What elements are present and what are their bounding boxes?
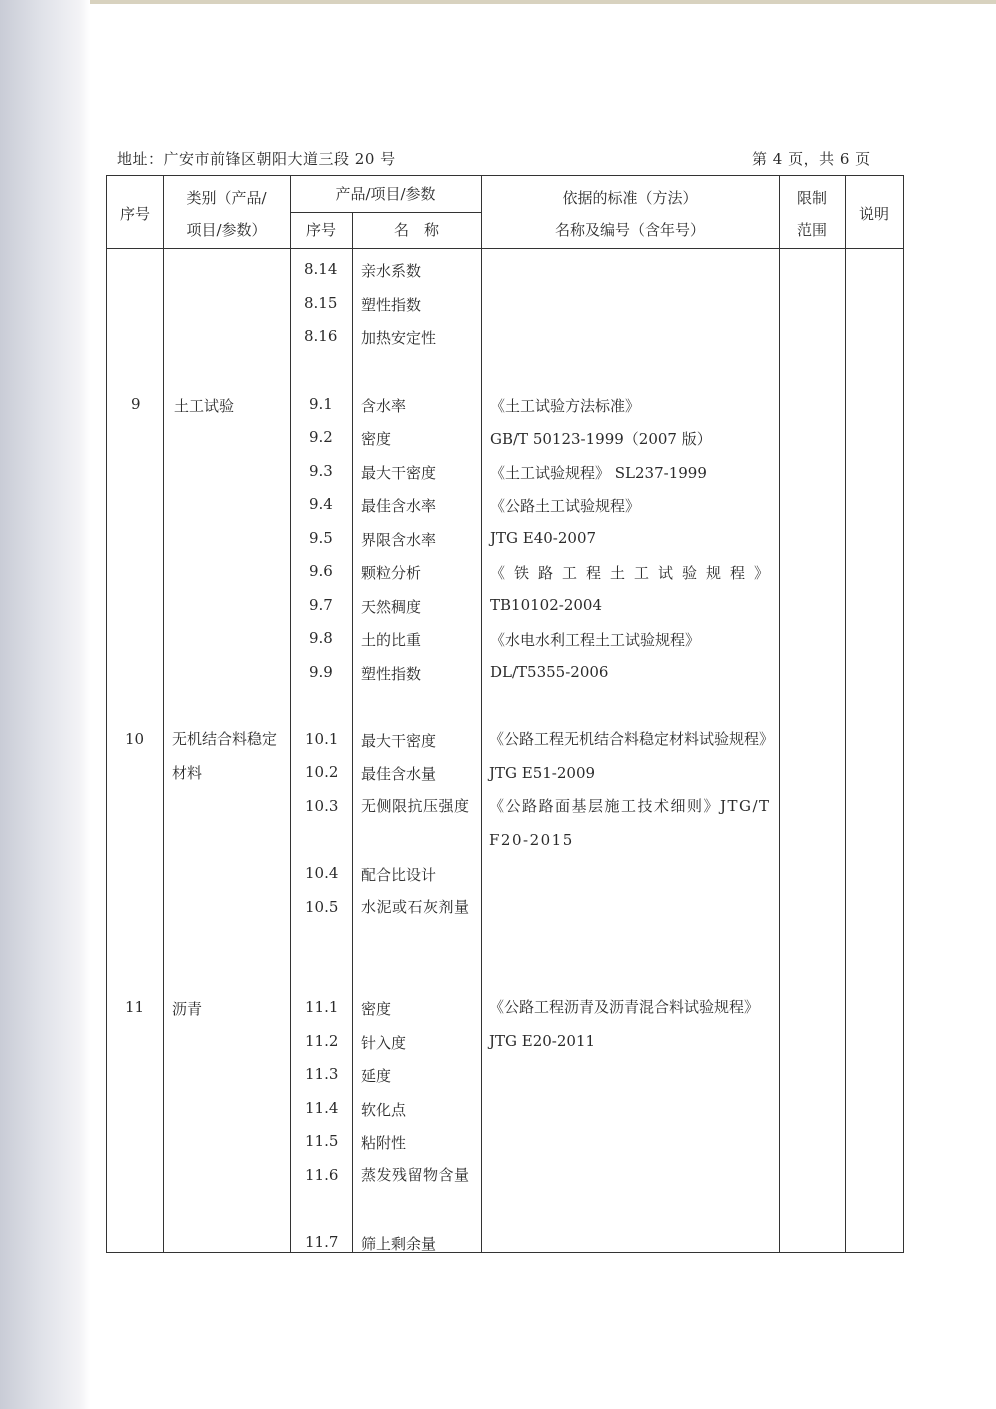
- col-product-group-header: 产品/项目/参数: [335, 185, 436, 203]
- item-name-cell: 针入度: [361, 1034, 407, 1052]
- col-divider: [779, 176, 780, 1252]
- item-name-cell: 粘附性: [361, 1134, 407, 1152]
- sub-seq-cell: 10.1: [305, 730, 339, 748]
- standard-cell: 《土工试验规程》 SL237-1999: [490, 464, 707, 482]
- category-cell: 土工试验: [174, 397, 235, 415]
- sub-seq-cell: 10.2: [305, 763, 339, 781]
- sub-seq-cell: 11.6: [305, 1166, 339, 1184]
- col-name-header: 名 称: [393, 221, 439, 239]
- address-line: 地址：广安市前锋区朝阳大道三段 20 号: [117, 150, 396, 168]
- scan-top-edge: [90, 0, 996, 4]
- col-divider: [845, 176, 846, 1252]
- standard-cell: 《公路土工试验规程》: [490, 497, 641, 515]
- seq-cell: 9: [131, 395, 141, 413]
- col-standard-header-l1: 依据的标准（方法）: [562, 189, 698, 207]
- col-note-header: 说明: [858, 205, 889, 223]
- item-name-cell: 界限含水率: [361, 531, 437, 549]
- item-name-cell: 密度: [361, 1000, 392, 1018]
- col-divider: [290, 176, 291, 1252]
- item-name-cell: 塑性指数: [361, 296, 422, 314]
- col-divider: [352, 212, 353, 1252]
- item-name-cell: 密度: [361, 430, 392, 448]
- sub-seq-cell: 9.7: [309, 596, 333, 614]
- sub-seq-cell: 11.5: [305, 1132, 339, 1150]
- scan-left-edge: [0, 0, 90, 1409]
- item-name-cell: 加热安定性: [361, 329, 437, 347]
- sub-seq-cell: 9.4: [309, 495, 333, 513]
- item-name-cell: 天然稠度: [361, 598, 422, 616]
- sub-seq-cell: 8.16: [304, 327, 338, 345]
- page-number: 第 4 页，共 6 页: [752, 150, 871, 168]
- standard-cell: JTG E40-2007: [490, 529, 597, 547]
- item-name-cell: 含水率: [361, 397, 407, 415]
- standard-cell: GB/T 50123-1999（2007 版）: [490, 430, 712, 448]
- item-name-cell: 配合比设计: [361, 866, 437, 884]
- item-name-cell: 颗粒分析: [361, 564, 422, 582]
- col-category-header-l1: 类别（产品/: [186, 189, 267, 207]
- sub-seq-cell: 11.4: [305, 1099, 339, 1117]
- item-name-cell: 筛上剩余量: [361, 1235, 437, 1253]
- item-name-cell: 最大干密度: [361, 732, 437, 750]
- sub-seq-cell: 9.3: [309, 462, 333, 480]
- sub-seq-cell: 11.7: [305, 1233, 339, 1251]
- item-name-cell: 软化点: [361, 1101, 407, 1119]
- category-cell: 无机结合料稳定材料: [172, 730, 278, 782]
- item-name-cell: 蒸发残留物含量: [361, 1166, 470, 1184]
- standard-cell: 《铁路工程土工试验规程》: [490, 564, 779, 582]
- sub-seq-cell: 10.4: [305, 864, 339, 882]
- standard-cell: 《公路路面基层施工技术细则》JTG/T F20-2015: [489, 797, 771, 849]
- standard-cell: 《公路工程沥青及沥青混合料试验规程》JTG E20-2011: [489, 998, 760, 1050]
- sub-seq-cell: 10.5: [305, 898, 339, 916]
- col-standard-header-l2: 名称及编号（含年号）: [554, 221, 705, 239]
- header-split: [290, 212, 481, 213]
- sub-seq-cell: 9.1: [309, 395, 333, 413]
- item-name-cell: 塑性指数: [361, 665, 422, 683]
- col-divider: [163, 176, 164, 1252]
- sub-seq-cell: 11.3: [305, 1065, 339, 1083]
- item-name-cell: 亲水系数: [361, 262, 422, 280]
- category-cell: 沥青: [172, 1000, 203, 1018]
- standard-cell: 《土工试验方法标准》: [490, 397, 641, 415]
- col-limit-header-l2: 范围: [796, 221, 827, 239]
- sub-seq-cell: 9.9: [309, 663, 333, 681]
- scope-table: [106, 175, 904, 1253]
- sub-seq-cell: 11.2: [305, 1032, 339, 1050]
- sub-seq-cell: 9.2: [309, 428, 333, 446]
- sub-seq-cell: 11.1: [305, 998, 339, 1016]
- item-name-cell: 最大干密度: [361, 464, 437, 482]
- item-name-cell: 土的比重: [361, 631, 422, 649]
- header-bottom: [107, 248, 903, 249]
- standard-cell: TB10102-2004: [490, 596, 602, 614]
- item-name-cell: 最佳含水率: [361, 497, 437, 515]
- sub-seq-cell: 8.15: [304, 294, 338, 312]
- item-name-cell: 延度: [361, 1067, 392, 1085]
- item-name-cell: 最佳含水量: [361, 765, 437, 783]
- seq-cell: 11: [125, 998, 145, 1016]
- standard-cell: DL/T5355-2006: [490, 663, 609, 681]
- item-name-cell: 水泥或石灰剂量: [361, 898, 470, 916]
- standard-cell: 《公路工程无机结合料稳定材料试验规程》JTG E51-2009: [489, 730, 775, 782]
- col-divider: [481, 176, 482, 1252]
- sub-seq-cell: 9.6: [309, 562, 333, 580]
- sub-seq-cell: 10.3: [305, 797, 339, 815]
- col-category-header-l2: 项目/参数）: [186, 221, 267, 239]
- seq-cell: 10: [125, 730, 145, 748]
- sub-seq-cell: 8.14: [304, 260, 338, 278]
- col-seq-header: 序号: [119, 205, 150, 223]
- sub-seq-cell: 9.8: [309, 629, 333, 647]
- sub-seq-cell: 9.5: [309, 529, 333, 547]
- col-limit-header-l1: 限制: [796, 189, 827, 207]
- col-subseq-header: 序号: [305, 221, 336, 239]
- standard-cell: 《水电水利工程土工试验规程》: [490, 631, 701, 649]
- item-name-cell: 无侧限抗压强度: [361, 797, 470, 815]
